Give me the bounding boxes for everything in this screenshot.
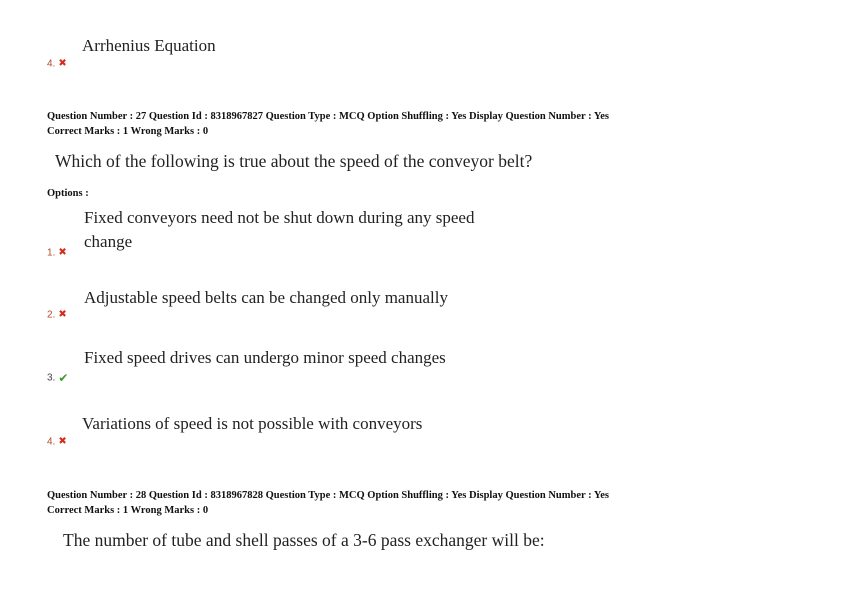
cross-icon: ✖	[58, 247, 67, 258]
check-icon: ✔	[58, 371, 69, 385]
question-meta-line1: Question Number : 28 Question Id : 8318967828 Question Type : MCQ Option Shuffling : Yes Display Question Number : Yes	[47, 490, 610, 501]
cross-icon: ✖	[58, 309, 67, 320]
question-meta-line2: Correct Marks : 1 Wrong Marks : 0	[47, 505, 209, 516]
question-meta-line2: Correct Marks : 1 Wrong Marks : 0	[47, 126, 209, 137]
prev-option-marker	[47, 58, 67, 71]
cross-icon: ✖	[58, 58, 67, 69]
options-label: Options :	[47, 188, 89, 199]
option-1-marker	[47, 247, 67, 260]
option-number: 4.	[47, 58, 56, 70]
option-2-text: Adjustable speed belts can be changed only manually	[84, 288, 448, 307]
option-number: 1.	[47, 247, 56, 259]
option-number: 2.	[47, 309, 56, 321]
option-3-text: Fixed speed drives can undergo minor speed changes	[84, 348, 446, 367]
option-number: 3.	[47, 372, 56, 384]
cross-icon: ✖	[58, 436, 67, 447]
option-number: 4.	[47, 436, 56, 448]
option-1-line1: Fixed conveyors need not be shut down during any speed	[84, 208, 475, 227]
question-text: Which of the following is true about the speed of the conveyor belt?	[55, 151, 533, 171]
question-text: The number of tube and shell passes of a 3-6 pass exchanger will be:	[63, 530, 545, 550]
option-1-text	[84, 206, 474, 254]
option-4-text: Variations of speed is not possible with conveyors	[82, 414, 423, 433]
option-2-marker	[47, 309, 67, 322]
option-4-marker	[47, 436, 67, 449]
option-3-marker	[47, 372, 68, 385]
option-1-line2: change	[84, 232, 133, 251]
prev-option-text: Arrhenius Equation	[82, 36, 216, 55]
question-meta-line1: Question Number : 27 Question Id : 8318967827 Question Type : MCQ Option Shuffling : Yes Display Question Number : Yes	[47, 111, 610, 122]
